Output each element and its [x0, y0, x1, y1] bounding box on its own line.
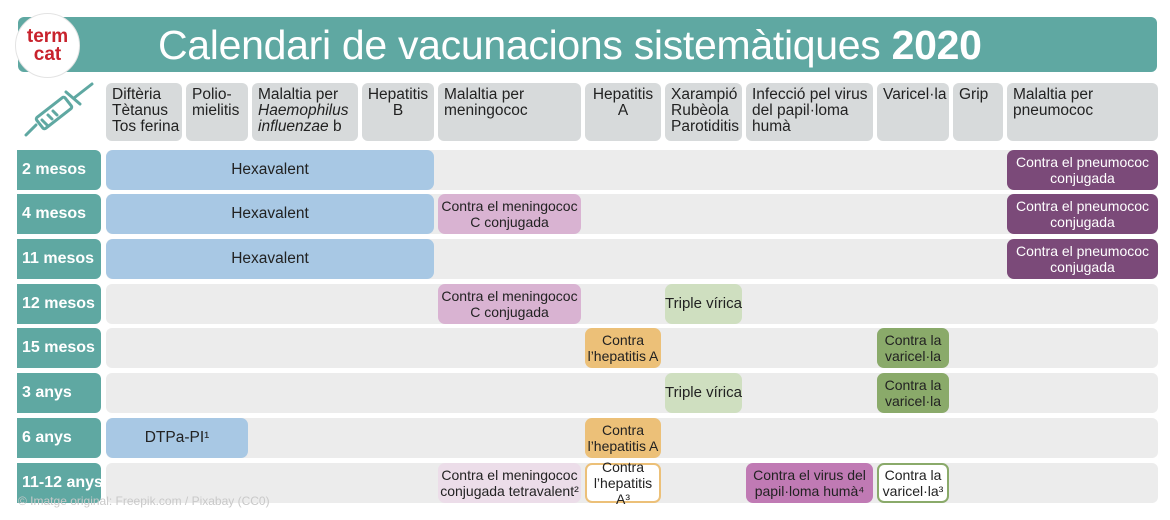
col-haemophilus: Malaltia per Haemophilus influenzae b [252, 83, 358, 141]
page-title: Calendari de vacunacions sistemàtiques 2020 [158, 22, 982, 68]
vaccine-triple-virica: Triple vírica [665, 284, 742, 324]
row-label-12-mesos: 12 mesos [17, 284, 101, 324]
vaccine-hepatitis-a: Contra l’hepatitis A [585, 418, 661, 458]
vaccine-meningococ-c: Contra el meningococ C conjugada [438, 284, 581, 324]
vaccine-hepatitis-a-catchup: Contra l’hepatitis A³ [585, 463, 661, 503]
row-label-4-mesos: 4 mesos [17, 194, 101, 234]
col-pneumococ: Malaltia per pneumococ [1007, 83, 1158, 141]
vaccine-papilloma: Contra el virus del papil·loma humà⁴ [746, 463, 873, 503]
col-varicela: Varicel·la [877, 83, 949, 141]
vaccine-meningococ-c: Contra el meningococ C conjugada [438, 194, 581, 234]
row-label-2-mesos: 2 mesos [17, 150, 101, 190]
col-hepatitis-a: Hepatitis A [585, 83, 661, 141]
col-xarampio: Xarampió Rubèola Parotiditis [665, 83, 742, 141]
col-papilloma: Infecció pel virus del papil·loma humà [746, 83, 873, 141]
vaccine-hexavalent: Hexavalent [106, 239, 434, 279]
vaccine-dtpa-pi: DTPa-PI¹ [106, 418, 248, 458]
row-background [106, 284, 1158, 324]
vaccine-meningococ-tetravalent: Contra el meningococ conjugada tetravalent² [438, 463, 581, 503]
vaccine-hexavalent: Hexavalent [106, 194, 434, 234]
col-poliomielitis: Polio- mielitis [186, 83, 248, 141]
vaccine-varicela-catchup: Contra la varicel·la³ [877, 463, 949, 503]
row-label-6-anys: 6 anys [17, 418, 101, 458]
image-credit: © Imatge original: Freepik.com / Pixabay (CC0) [18, 494, 270, 508]
vaccine-hepatitis-a: Contra l’hepatitis A [585, 328, 661, 368]
col-meningococ: Malaltia per meningococ [438, 83, 581, 141]
vaccine-triple-virica: Triple vírica [665, 373, 742, 413]
logo-line-2: cat [33, 44, 62, 65]
vaccine-pneumococ: Contra el pneumococ conjugada [1007, 194, 1158, 234]
row-label-11-mesos: 11 mesos [17, 239, 101, 279]
row-label-15-mesos: 15 mesos [17, 328, 101, 368]
vaccine-varicela: Contra la varicel·la [877, 328, 949, 368]
vaccine-hexavalent: Hexavalent [106, 150, 434, 190]
logo-line-1: term [26, 26, 69, 47]
vaccine-pneumococ: Contra el pneumococ conjugada [1007, 150, 1158, 190]
col-grip: Grip [953, 83, 1003, 141]
vaccine-pneumococ: Contra el pneumococ conjugada [1007, 239, 1158, 279]
row-label-3-anys: 3 anys [17, 373, 101, 413]
col-hepatitis-b: Hepatitis B [362, 83, 434, 141]
row-background [106, 373, 1158, 413]
col-difteria: Diftèria Tètanus Tos ferina [106, 83, 182, 141]
termcat-logo[interactable] [15, 13, 80, 78]
vaccine-varicela: Contra la varicel·la [877, 373, 949, 413]
syringe-icon [22, 80, 98, 140]
row-label-11-12-anys: 11-12 anys [17, 463, 101, 503]
